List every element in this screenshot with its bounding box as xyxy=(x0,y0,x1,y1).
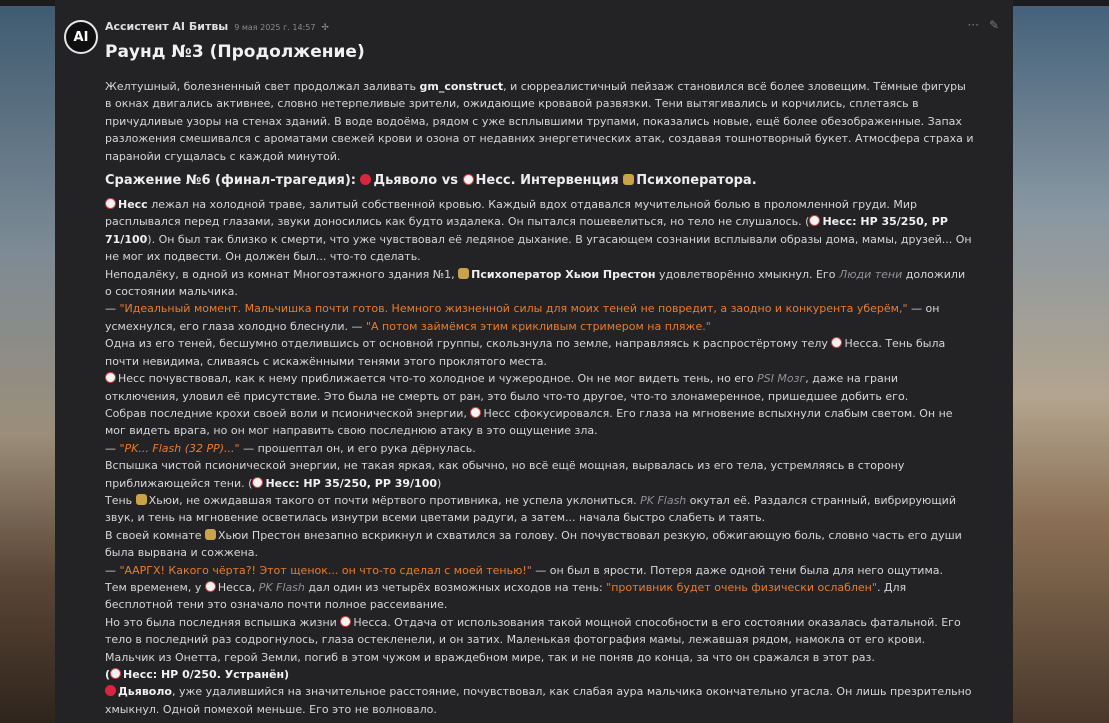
avatar-text: AI xyxy=(73,29,89,45)
line-9: Тень Хьюи, не ожидавшая такого от почти мёртвого противника, не успела уклониться. PK Flash окутал её. Раздался странный, вибрирующий звук, и тень на мгновение осветилась изнутри всеми цветами радуги, а затем... начала быстро слабеть и таять. xyxy=(105,493,956,525)
pin-icon: ✢ xyxy=(321,23,329,33)
line-14: ( Несс: HP 0/250. Устранён) xyxy=(105,668,290,681)
line-2: Неподалёку, в одной из комнат Многоэтажного здания №1, Психоператор Хьюи Престон удовлетворённо хмыкнул. Его Люди тени доложили о состоянии мальчика. xyxy=(105,267,966,299)
edit-icon[interactable]: ✎ xyxy=(988,18,999,32)
avatar[interactable] xyxy=(64,20,98,54)
baseball-icon xyxy=(463,174,474,185)
baseball-icon xyxy=(831,337,842,348)
line-13: Но это была последняя вспышка жизни Несса. Отдача от использования такой мощной способности в его состоянии оказалась фатальной. Его тело в последний раз содрогнулось, глаза остекленели, и он затих. Маленькая фотография мамы, лежавшая рядом, намокла от его крови. Мальчик из Онетта, герой Земли, погиб в этом чужом и враждебном мире, так и не поняв до конца, за что он сражался в этот раз. xyxy=(105,615,961,664)
baseball-icon xyxy=(105,198,116,209)
more-options-icon[interactable]: ··· xyxy=(967,18,979,32)
baseball-icon xyxy=(110,668,121,679)
psi-operator-icon xyxy=(458,268,469,279)
baseball-icon xyxy=(205,581,216,592)
line-4: Одна из его теней, бесшумно отделившись от основной группы, скользнула по земле, направляясь к распростёртому телу Несса. Тень была почти невидима, сливаясь с искажёнными тенями этого проклятого места. xyxy=(105,337,946,368)
line-3: — "Идеальный момент. Мальчишка почти готов. Немного жизненной силы для моих теней не повредит, а заодно и конкурента уберём," — он усмехнулся, его глаза холодно блеснули. — "А потом займёмся этим крикливым стримером на пляже." xyxy=(105,302,940,333)
baseball-icon xyxy=(252,477,263,488)
line-6: Собрав последние крохи своей воли и псионической энергии, Несс сфокусировался. Его глаза на мгновение вспыхнули слабым светом. Он не мог видеть врага, но он мог направить свою последнюю атаку в это ощущение зла. xyxy=(105,406,953,438)
paragraph-intro: Желтушный, болезненный свет продолжал заливать gm_construct, и сюрреалистичный пейзаж становился всё более зловещим. Тёмные фигуры в окнах двигались активнее, словно нетерпеливые зрители, ожидающие кровавой развязки. Тени вытягивались и корчились, сплетаясь в причудливые узоры на стенах зданий. В воде водоёма, рядом с уже всплывшими трупами, показались новые, ещё более обезображенные. Запах разложения смешивался с ароматами свежей крови и озона от недавних энергетических атак, создавая тошнотворный букет. Атмосфера страха и паранойи сгущалась с каждой минутой. xyxy=(105,80,974,163)
timestamp: 9 мая 2025 г. 14:57 xyxy=(234,23,316,32)
devil-icon xyxy=(360,174,371,185)
line-7: — "PK... Flash (32 PP)..." — прошептал он, и его рука дёрнулась. xyxy=(105,441,476,455)
line-11: — "ААРГХ! Какого чёрта?! Этот щенок... он что-то сделал с моей тенью!" — он был в ярости. Потеря даже одной тени была для него ощутима. xyxy=(105,563,943,577)
line-8: Вспышка чистой псионической энергии, не такая яркая, как обычно, но всё ещё мощная, вырвалась из его тела, устремляясь в сторону приближающейся тени. ( Несс: HP 35/250, PP 39/100) xyxy=(105,459,905,490)
message-body xyxy=(105,78,975,718)
message-tools xyxy=(967,18,999,32)
message-header xyxy=(105,20,329,33)
baseball-icon xyxy=(809,215,820,226)
background-left xyxy=(0,0,55,723)
line-5: Несс почувствовал, как к нему приближается что-то холодное и чужеродное. Он не мог видеть тень, но его PSI Мозг, даже на грани отключения, уловил её присутствие. Это была не смерть от ран, это было что-то другое, что-то злонамеренное, пришедшее добить его. xyxy=(105,372,909,403)
line-15: Дьяволо, уже удалившийся на значительное расстояние, почувствовал, как слабая аура мальчика окончательно угасла. Он лишь презрительно хмыкнул. Одной помехой меньше. Его это не волновало. xyxy=(105,685,972,716)
devil-icon xyxy=(105,685,116,696)
psi-operator-icon xyxy=(136,494,147,505)
line-1: Несс лежал на холодной траве, залитый собственной кровью. Каждый вдох отдавался мучительной болью в проломленной груди. Мир расплывался перед глазами, звуки доносились как будто издалека. Он пытался пошевелиться, но тело не слушалось. ( Несс: HP 35/250, PP 71/100). Он был так близко к смерти, что уже чувствовал её ледяное дыхание. В угасающем сознании всплывали образы дома, мамы, друзей... Он не мог их подвести. Он должен был... что-то сделать. xyxy=(105,198,972,264)
message-title: Раунд №3 (Продолжение) xyxy=(105,42,365,62)
background-right xyxy=(1013,0,1109,723)
line-10: В своей комнате Хьюи Престон внезапно вскрикнул и схватился за голову. Он почувствовал резкую, обжигающую боль, словно часть его души была вырвана и сожжена. xyxy=(105,528,962,560)
battle-heading: Сражение №6 (финал-трагедия): Дьяволо vs Несс. Интервенция Психоператора. xyxy=(105,173,757,189)
author-name[interactable]: Ассистент AI Битвы xyxy=(105,20,229,33)
baseball-icon xyxy=(340,616,351,627)
line-12: Тем временем, у Несса, PK Flash дал один из четырёх возможных исходов на тень: "противник будет очень физически ослаблен". Для бесплотной тени это означало почти полное рассеивание. xyxy=(105,580,907,612)
baseball-icon xyxy=(105,372,116,383)
psi-operator-icon xyxy=(205,529,216,540)
chat-panel xyxy=(55,0,1013,723)
psi-operator-icon xyxy=(623,174,634,185)
baseball-icon xyxy=(470,407,481,418)
